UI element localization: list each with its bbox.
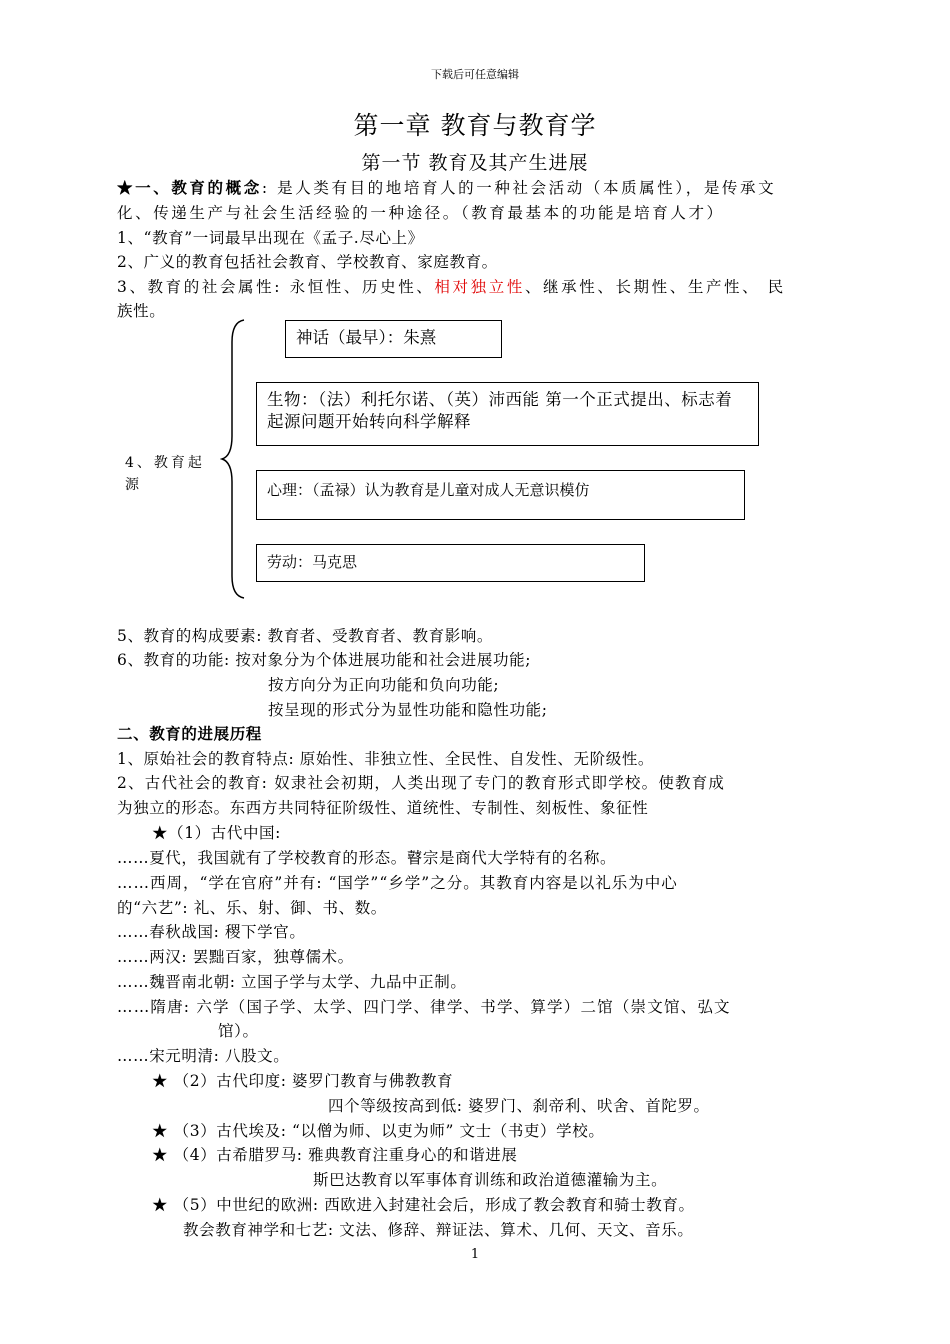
india-line-2: 四个等级按高到低: 婆罗门、刹帝利、吠舍、首陀罗。 — [328, 1097, 710, 1115]
curly-brace — [220, 318, 256, 600]
greece-line-2: 斯巴达教育以军事体育训练和政治道德灌输为主。 — [313, 1171, 668, 1189]
china-sui-1: ……隋唐: 六学（国子学、太学、四门学、律学、书学、算学）二馆（崇文馆、弘文 — [117, 998, 731, 1016]
china-zhou-2: 的“六艺”: 礼、乐、射、御、书、数。 — [117, 899, 387, 917]
china-heading: ★（1）古代中国: — [152, 824, 281, 842]
china-sui-2: 馆）。 — [218, 1022, 259, 1040]
item-6-line-2: 按方向分为正向功能和负向功能; — [268, 676, 500, 694]
concept-star: ★一、 — [117, 178, 172, 197]
item-3-cont: 族性。 — [117, 302, 166, 320]
item-2: 2、广义的教育包括社会教育、学校教育、家庭教育。 — [117, 253, 498, 271]
china-xia: ……夏代，我国就有了学校教育的形态。瞽宗是商代大学特有的名称。 — [117, 849, 617, 867]
part-2-title: 二、教育的进展历程 — [117, 724, 262, 743]
china-han: ……两汉: 罢黜百家，独尊儒术。 — [117, 948, 354, 966]
origin-box-biology: 生物：（法）利托尔诺、（英）沛西能 第一个正式提出、标志着起源问题开始转向科学解释 — [256, 382, 759, 446]
item-3-before: 3、教育的社会属性: 永恒性、历史性、 — [117, 278, 435, 296]
origin-label: 4、教育起源 — [125, 455, 205, 493]
item-3-highlight: 相对独立性 — [434, 278, 525, 296]
item-3-after: 、继承性、长期性、生产性、 民 — [524, 278, 786, 296]
part-2-item-2-line-1: 2、古代社会的教育: 奴隶社会初期，人类出现了专门的教育形式即学校。使教育成 — [117, 774, 726, 792]
origin-box-labor: 劳动：马克思 — [256, 544, 645, 582]
europe-line-1: ★ （5）中世纪的欧洲: 西欧进入封建社会后，形成了教会教育和骑士教育。 — [152, 1196, 695, 1214]
china-zhou-1: ……西周，“学在官府”并有: “国学”“乡学”之分。其教育内容是以礼乐为中心 — [117, 874, 678, 892]
china-wei: ……魏晋南北朝: 立国子学与太学、九品中正制。 — [117, 973, 467, 991]
item-1: 1、“教育”一词最早出现在《孟子.尽心上》 — [117, 229, 424, 247]
concept-text-1: : 是人类有目的地培育人的一种社会活动（本质属性），是传承文 — [261, 179, 777, 197]
part-2-item-2-line-2: 为独立的形态。东西方共同特征阶级性、道统性、专制性、刻板性、象征性 — [117, 799, 649, 817]
greece-line-1: ★ （4）古希腊罗马: 雅典教育注重身心的和谐进展 — [152, 1146, 518, 1164]
india-line-1: ★ （2）古代印度: 婆罗门教育与佛教教育 — [152, 1072, 454, 1090]
origin-box-myth: 神话（最早）：朱熹 — [285, 320, 502, 358]
page-number: 1 — [470, 1247, 480, 1262]
item-3 — [117, 275, 786, 297]
egypt-line: ★ （3）古代埃及: “以僧为师、以吏为师” 文士（书吏）学校。 — [152, 1122, 605, 1140]
concept-line-1 — [117, 176, 776, 198]
europe-line-2: 教会教育神学和七艺: 文法、修辞、辩证法、算术、几何、天文、音乐。 — [183, 1221, 694, 1239]
item-5: 5、教育的构成要素: 教育者、受教育者、教育影响。 — [117, 627, 494, 645]
chapter-title: 第一章 教育与教育学 — [353, 111, 597, 140]
header-note: 下载后可任意编辑 — [431, 68, 519, 81]
china-chunqiu: ……春秋战国: 稷下学官。 — [117, 923, 306, 941]
concept-term: 教育的概念 — [171, 178, 262, 197]
section-title: 第一节 教育及其产生进展 — [361, 152, 589, 174]
item-6-line-1: 6、教育的功能: 按对象分为个体进展功能和社会进展功能; — [117, 651, 532, 669]
china-song: ……宋元明清: 八股文。 — [117, 1047, 290, 1065]
origin-box-psychology: 心理：（孟禄）认为教育是儿童对成人无意识模仿 — [256, 470, 745, 520]
part-2-item-1: 1、原始社会的教育特点: 原始性、非独立性、全民性、自发性、无阶级性。 — [117, 750, 655, 768]
concept-line-2: 化、传递生产与社会生活经验的一种途径。（教育最基本的功能是培育人才） — [117, 204, 725, 222]
item-6-line-3: 按呈现的形式分为显性功能和隐性功能; — [268, 701, 548, 719]
